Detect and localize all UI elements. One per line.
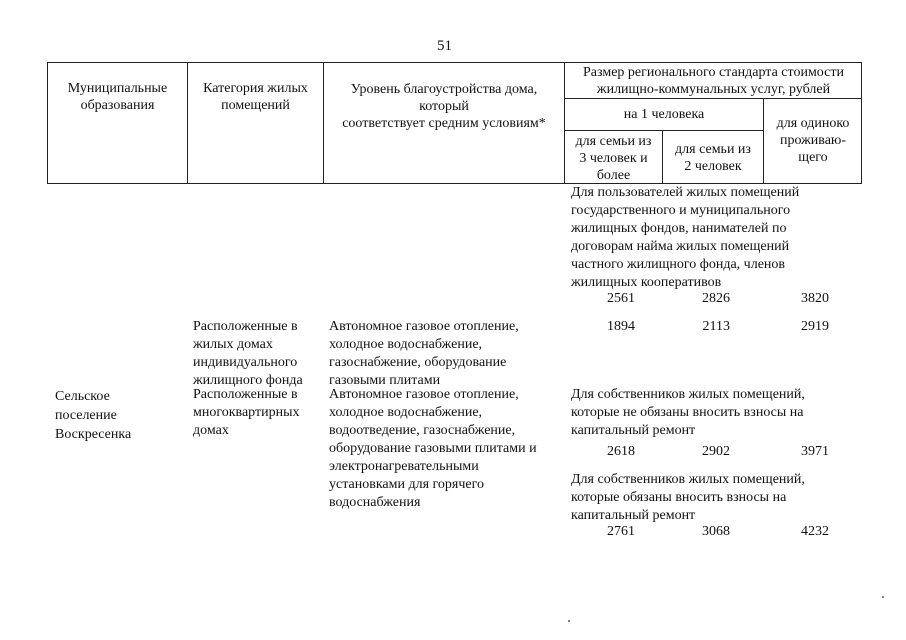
value-family2: 2826 [702,291,730,306]
header-per-person: на 1 человека [623,107,705,122]
header-divider [564,130,763,131]
header-size-title: Размер регионального стандарта стоимости жилищно-коммунальных услуг, рублей [583,65,844,97]
group3-caption: Для собственников жилых помещений, которые обязаны вносить взносы на капитальный ремонт [571,472,805,523]
value-family3: 2561 [607,291,635,306]
municipality-name: Сельское поселение Воскресенка [55,389,132,442]
header-category: Категория жилых помещений [203,81,308,113]
scan-speck [882,596,884,598]
value-single: 3971 [801,444,829,459]
level-individual: Автономное газовое отопление, холодное водоснабжение, газоснабжение, оборудование газовыми плитами [329,319,519,388]
value-single: 4232 [801,524,829,539]
header-single: для одиноко проживаю- щего [776,116,850,165]
page-number: 51 [437,38,452,54]
header-divider [564,98,862,99]
header-family2: для семьи из 2 человек [675,142,751,174]
header-municipal: Муниципальные образования [67,81,168,113]
category-individual: Расположенные в жилых домах индивидуального жилищного фонда [193,319,303,388]
value-single: 2919 [801,319,829,334]
value-single: 3820 [801,291,829,306]
value-family3: 2618 [607,444,635,459]
group2-caption: Для собственников жилых помещений, которые не обязаны вносить взносы на капитальный ремонт [571,387,805,438]
header-level: Уровень благоустройства дома, который соответствует средним условиям* [342,82,546,131]
value-family3: 1894 [607,319,635,334]
scan-speck [568,620,570,622]
header-family3: для семьи из 3 человек и более [575,134,652,183]
category-apartment: Расположенные в многоквартирных домах [193,387,300,438]
value-family3: 2761 [607,524,635,539]
group1-caption: Для пользователей жилых помещений государственного и муниципального жилищных фондов, нанимателей по договорам найма жилых помещений частного жилищного фонда, членов жилищных кооперативов [571,185,800,290]
value-family2: 2902 [702,444,730,459]
value-family2: 2113 [702,319,730,334]
value-family2: 3068 [702,524,730,539]
level-apartment: Автономное газовое отопление, холодное водоснабжение, водоотведение, газоснабжение, оборудование газовыми плитами и электронагревательными установками для горячего водоснабжения [329,387,537,510]
